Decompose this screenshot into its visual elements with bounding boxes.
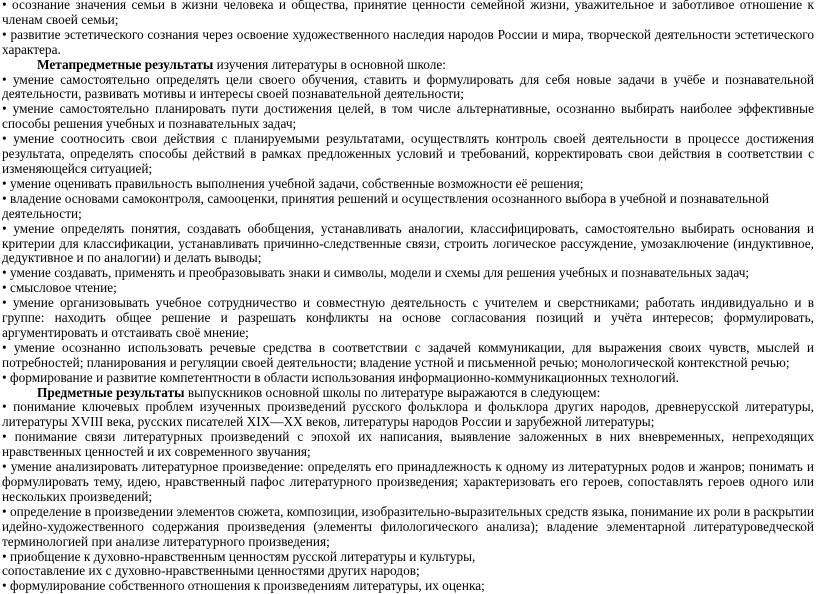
paragraph-family-values: • осознание значения семьи в жизни человека и общества, принятие ценности семейной жизни, уважительное и заботливое отношение к членам своей семьи; (2, 0, 814, 27)
meta-item-goals: • умение самостоятельно определять цели своего обучения, ставить и формулировать для себя новые задачи в учёбе и познавательной деятельности, развивать мотивы и интересы своей познавательной деятельности; (2, 71, 814, 102)
meta-item-speech: • умение осознанно использовать речевые средства в соответствии с задачей коммуникации, для выражения своих чувств, мыслей и потребностей; планирования и регуляции своей деятельности; владение устной и письменной речью; монологической контекстной речью; (2, 339, 814, 370)
meta-item-control: • умение соотносить свои действия с планируемыми результатами, осуществлять контроль своей деятельности в процессе достижения результата, определять способы действий в рамках предложенных условий и требований, корректировать свои действия в соответствии с изменяющейся ситуацией; (2, 131, 814, 176)
meta-item-planning: • умение самостоятельно планировать пути достижения целей, в том числе альтернативные, осознанно выбирать наиболее эффективные способы решения учебных и познавательных задач; (2, 101, 814, 132)
meta-item-cooperation: • умение организовывать учебное сотрудничество и совместную деятельность с учителем и сверстниками; работать индивидуально и в группе: находить общее решение и разрешать конфликты на основе согласования позиций и учёта интересов; формулировать, аргументировать и отстаивать своё мнение; (2, 295, 814, 340)
subject-item-attitude: • формулирование собственного отношения к произведениям литературы, их оценка; (2, 578, 485, 594)
subject-item-analysis: • умение анализировать литературное произведение: определять его принадлежность к одному из литературных родов и жанров; понимать и формулировать тему, идею, нравственный пафос литературного произведения; характеризовать его героев, сопоставлять героев одного или нескольких произведений; (2, 459, 814, 504)
meta-item-evaluation: • умение оценивать правильность выполнения учебной задачи, собственные возможности её решения; (2, 175, 584, 191)
meta-item-signs-symbols: • умение создавать, применять и преобразовывать знаки и символы, модели и схемы для решения учебных и познавательных задач; (2, 265, 750, 281)
meta-results-intro (2, 58, 814, 73)
subject-item-key-problems: • понимание ключевых проблем изученных произведений русского фольклора и фольклора других народов, древнерусской литературы, литературы XVIII века, русских писателей XIX—XX веков, литературы народов России и зарубежной литературы; (2, 399, 814, 430)
subject-item-comparison: сопоставление их с духовно-нравственными ценностями других народов; (2, 563, 420, 579)
subject-results-intro (2, 386, 814, 401)
subject-results-heading-rest: выпускников основной школы по литературе выражаются в следующем: (184, 384, 601, 400)
subject-results-heading: Предметные результаты (37, 384, 185, 400)
meta-item-concepts: • умение определять понятия, создавать обобщения, устанавливать аналогии, классифицировать, самостоятельно выбирать основания и критерии для классификации, устанавливать причинно-следственные связи, строить логическое рассуждение, умозаключение (индуктивное, дедуктивное и по аналогии) и делать выводы; (2, 220, 814, 266)
meta-results-heading: Метапредметные результаты (37, 56, 214, 72)
meta-results-heading-rest: изучения литературы в основной школе: (213, 56, 446, 72)
meta-item-self-control: • владение основами самоконтроля, самооценки, принятия решений и осуществления осознанного выбора в учебной и познавательной деятельности; (2, 190, 770, 221)
subject-item-epoch-connection: • понимание связи литературных произведений с эпохой их написания, выявление заложенных в них вневременных, непреходящих нравственных ценностей и их современного звучания; (2, 429, 814, 460)
meta-item-reading: • смысловое чтение; (2, 280, 117, 296)
meta-item-ict: • формирование и развитие компетентности в области использования информационно-коммуникационных технологий. (2, 369, 679, 385)
paragraph-aesthetic-consciousness: • развитие эстетического сознания через освоение художественного наследия народов России и мира, творческой деятельности эстетического характера. (2, 26, 814, 57)
subject-item-moral-values: • приобщение к духовно-нравственным ценностям русской литературы и культуры, (2, 548, 476, 564)
subject-item-elements: • определение в произведении элементов сюжета, композиции, изобразительно-выразительных средств языка, понимание их роли в раскрытии идейно-художественного содержания произведения (элементы филологического анализа); владение элементарной литературоведческой терминологией при анализе литературного произведения; (2, 503, 814, 549)
